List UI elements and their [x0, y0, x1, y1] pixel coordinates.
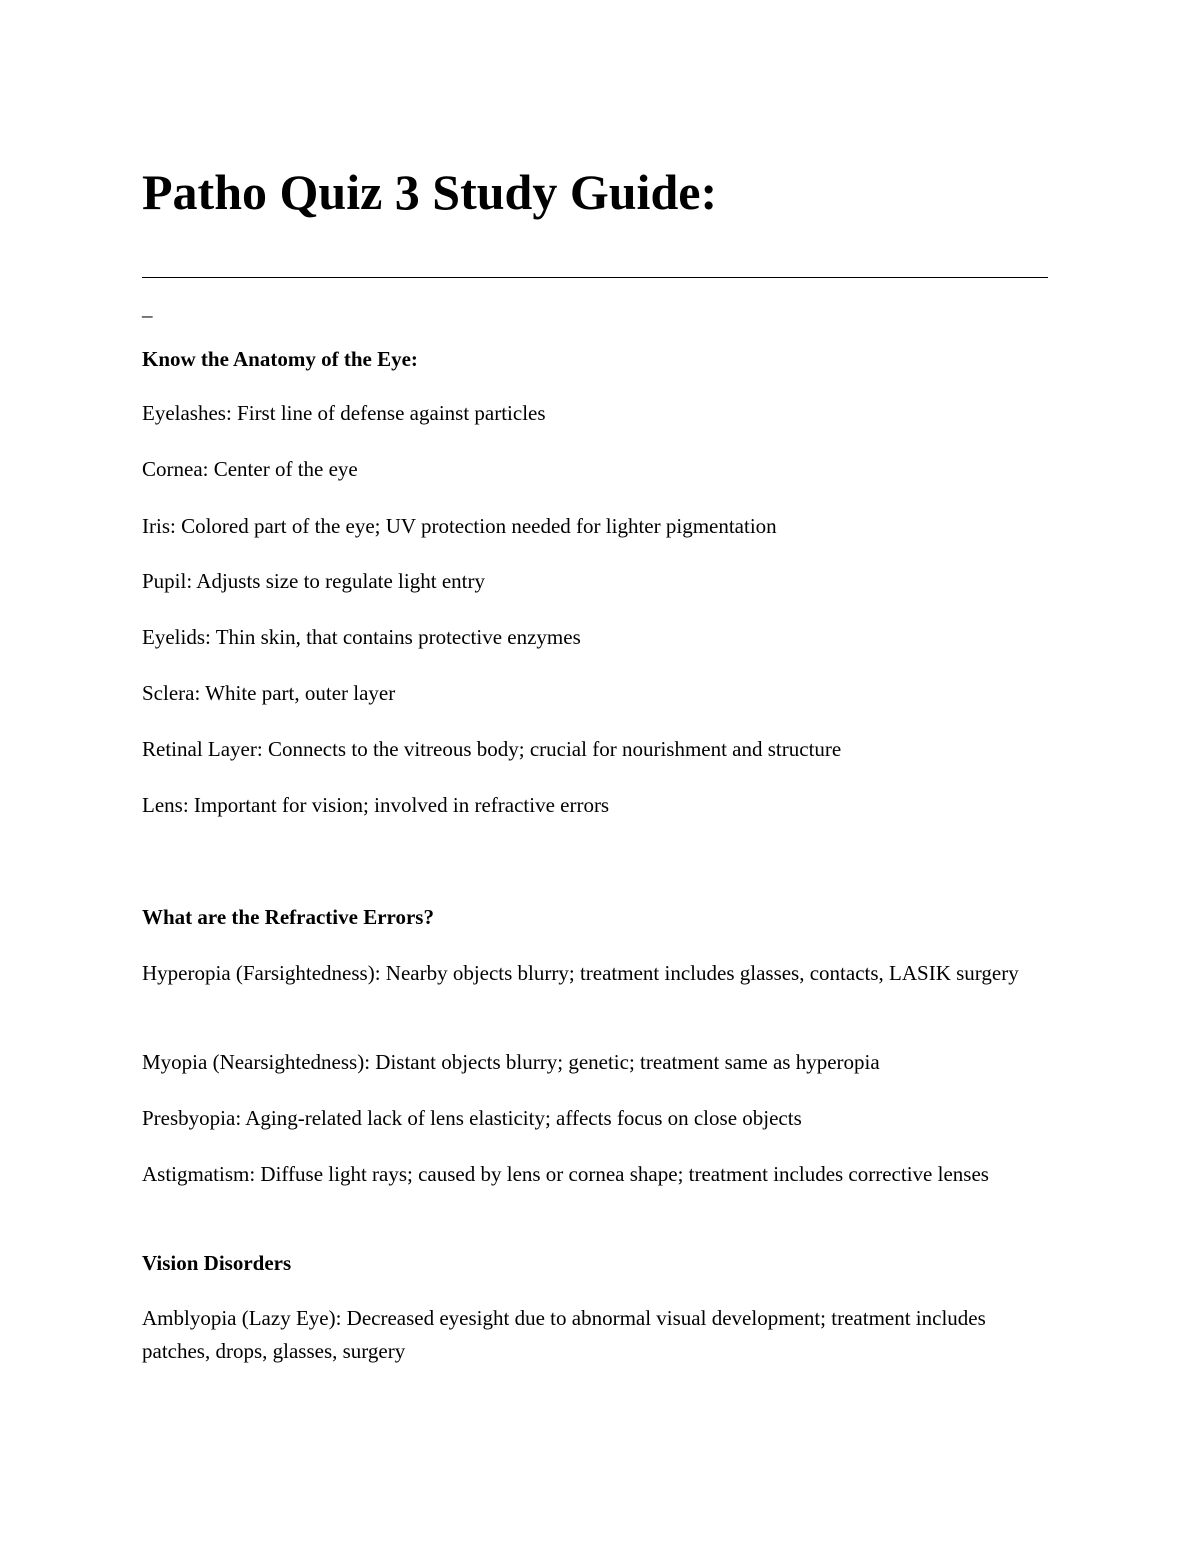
refractive-item-presbyopia: Presbyopia: Aging-related lack of lens elasticity; affects focus on close objects	[142, 1106, 802, 1130]
refractive-item-hyperopia: Hyperopia (Farsightedness): Nearby objects blurry; treatment includes glasses, contacts, LASIK surgery	[142, 961, 1019, 985]
anatomy-item-lens: Lens: Important for vision; involved in refractive errors	[142, 793, 610, 817]
anatomy-item-iris: Iris: Colored part of the eye; UV protection needed for lighter pigmentation	[142, 514, 777, 538]
vision-item-amblyopia: Amblyopia (Lazy Eye): Decreased eyesight due to abnormal visual development; treatment includes patches, drops, glasses, surgery	[142, 1306, 986, 1363]
anatomy-item-cornea: Cornea: Center of the eye	[142, 457, 358, 481]
anatomy-heading: Know the Anatomy of the Eye:	[142, 347, 418, 371]
refractive-item-myopia: Myopia (Nearsightedness): Distant objects blurry; genetic; treatment same as hyperopia	[142, 1050, 880, 1074]
refractive-item-astigmatism: Astigmatism: Diffuse light rays; caused by lens or cornea shape; treatment includes corrective lenses	[142, 1162, 989, 1186]
horizontal-rule	[142, 277, 1048, 278]
anatomy-item-sclera: Sclera: White part, outer layer	[142, 681, 396, 705]
rule-tail: _	[142, 296, 153, 320]
anatomy-item-retinal-layer: Retinal Layer: Connects to the vitreous body; crucial for nourishment and structure	[142, 737, 842, 761]
anatomy-item-eyelashes: Eyelashes: First line of defense against particles	[142, 401, 546, 425]
anatomy-item-pupil: Pupil: Adjusts size to regulate light entry	[142, 569, 485, 593]
refractive-heading: What are the Refractive Errors?	[142, 905, 434, 929]
vision-heading: Vision Disorders	[142, 1251, 292, 1275]
page-title: Patho Quiz 3 Study Guide:	[142, 164, 718, 220]
anatomy-item-eyelids: Eyelids: Thin skin, that contains protective enzymes	[142, 625, 581, 649]
